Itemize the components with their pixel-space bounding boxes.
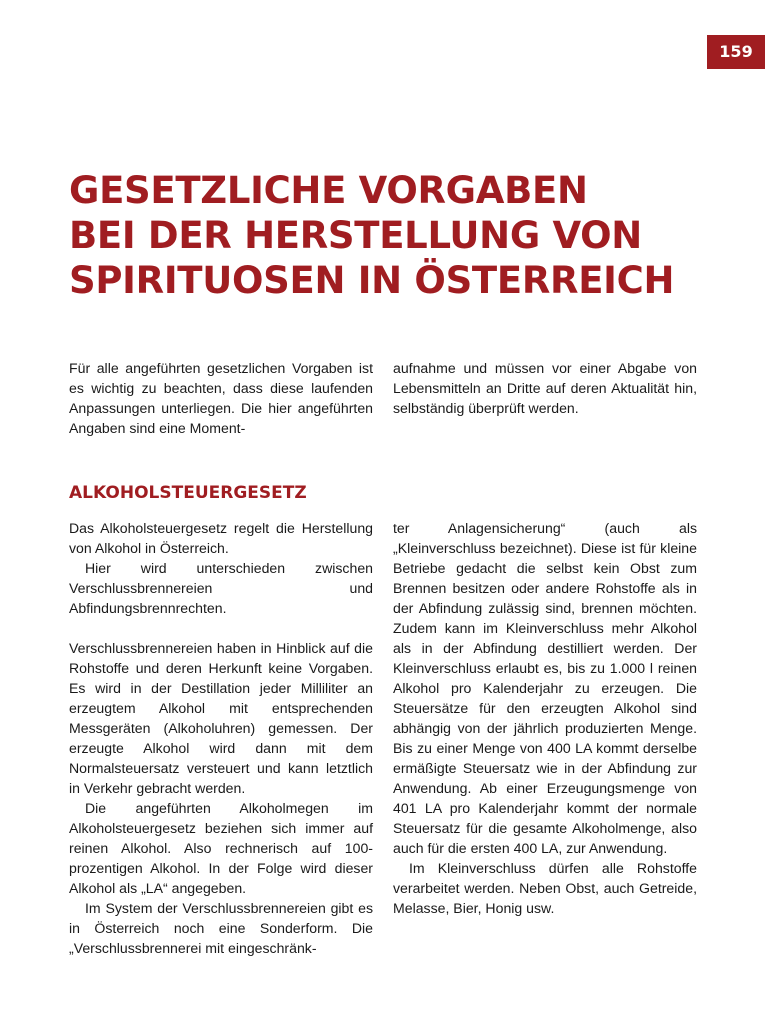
intro-column-left — [69, 358, 373, 438]
intro-paragraph-left: Für alle angeführten gesetzlichen Vorgaben ist es wichtig zu beachten, dass diese laufenden Anpassungen unterliegen. Die hier angeführten Angaben sind eine Moment- — [69, 360, 373, 436]
body-paragraph: Hier wird unterschieden zwischen Verschlussbrennereien und Abfindungsbrennrechten. — [69, 560, 373, 616]
body-paragraph: Verschlussbrennereien haben in Hinblick auf die Rohstoffe und deren Herkunft keine Vorgaben. Es wird in der Destillation jeder Milliliter an erzeugtem Alkohol mit entsprechenden Messgeräten (Alkoholuhren) gemessen. Der erzeugte Alkohol wird dann mit dem Normalsteuersatz versteuert und kann letztlich in Verkehr gebracht werden. — [69, 640, 373, 796]
title-line-2: BEI DER HERSTELLUNG VON — [69, 214, 642, 257]
section-heading: ALKOHOLSTEUERGESETZ — [69, 483, 307, 503]
body-paragraph: Im Kleinverschluss dürfen alle Rohstoffe verarbeitet werden. Neben Obst, auch Getreide, Melasse, Bier, Honig usw. — [393, 860, 697, 916]
body-paragraph: Das Alkoholsteuergesetz regelt die Herstellung von Alkohol in Österreich. — [69, 520, 373, 556]
body-paragraph: ter Anlagensicherung“ (auch als „Kleinverschluss bezeichnet). Diese ist für kleine Betriebe gedacht die selbst kein Obst zum Brennen besitzen oder andere Rohstoffe als in der Abfindung zulässig sind, brennen möchten. Zudem kann im Kleinverschluss mehr Alkohol als in der Abfindung destilliert werden. Der Kleinverschluss erlaubt es, bis zu 1.000 l reinen Alkohol pro Kalenderjahr zu erzeugen. Die Steuersätze für den erzeugten Alkohol sind abhängig von der jährlich produzierten Menge. Bis zu einer Menge von 400 LA kommt derselbe ermäßigte Steuersatz wie in der Abfindung zur Anwendung. Ab einer Erzeugungsmenge von 401 LA pro Kalenderjahr kommt der normale Steuersatz für die gesamte Alkoholmenge, also auch für die ersten 400 LA, zur Anwendung. — [393, 520, 697, 856]
body-column-right — [393, 518, 697, 918]
title-line-1: GESETZLICHE VORGABEN — [69, 169, 588, 212]
body-paragraph: Die angeführten Alkoholmegen im Alkoholsteuergesetz beziehen sich immer auf reinen Alkohol. Also rechnerisch auf 100-prozentigen Alkohol. In der Folge wird dieser Alkohol als „LA“ angegeben. — [69, 800, 373, 896]
intro-column-right — [393, 358, 697, 418]
body-paragraph: Im System der Verschlussbrennereien gibt es in Österreich noch eine Sonderform. Die „Verschlussbrennerei mit eingeschränk- — [69, 900, 373, 956]
page-title — [69, 168, 709, 303]
intro-paragraph-right: aufnahme und müssen vor einer Abgabe von Lebensmitteln an Dritte auf deren Aktualität hin, selbständig überprüft werden. — [393, 360, 697, 416]
title-line-3: SPIRITUOSEN IN ÖSTERREICH — [69, 259, 675, 302]
page-number: 159 — [707, 35, 765, 69]
body-column-left — [69, 518, 373, 958]
